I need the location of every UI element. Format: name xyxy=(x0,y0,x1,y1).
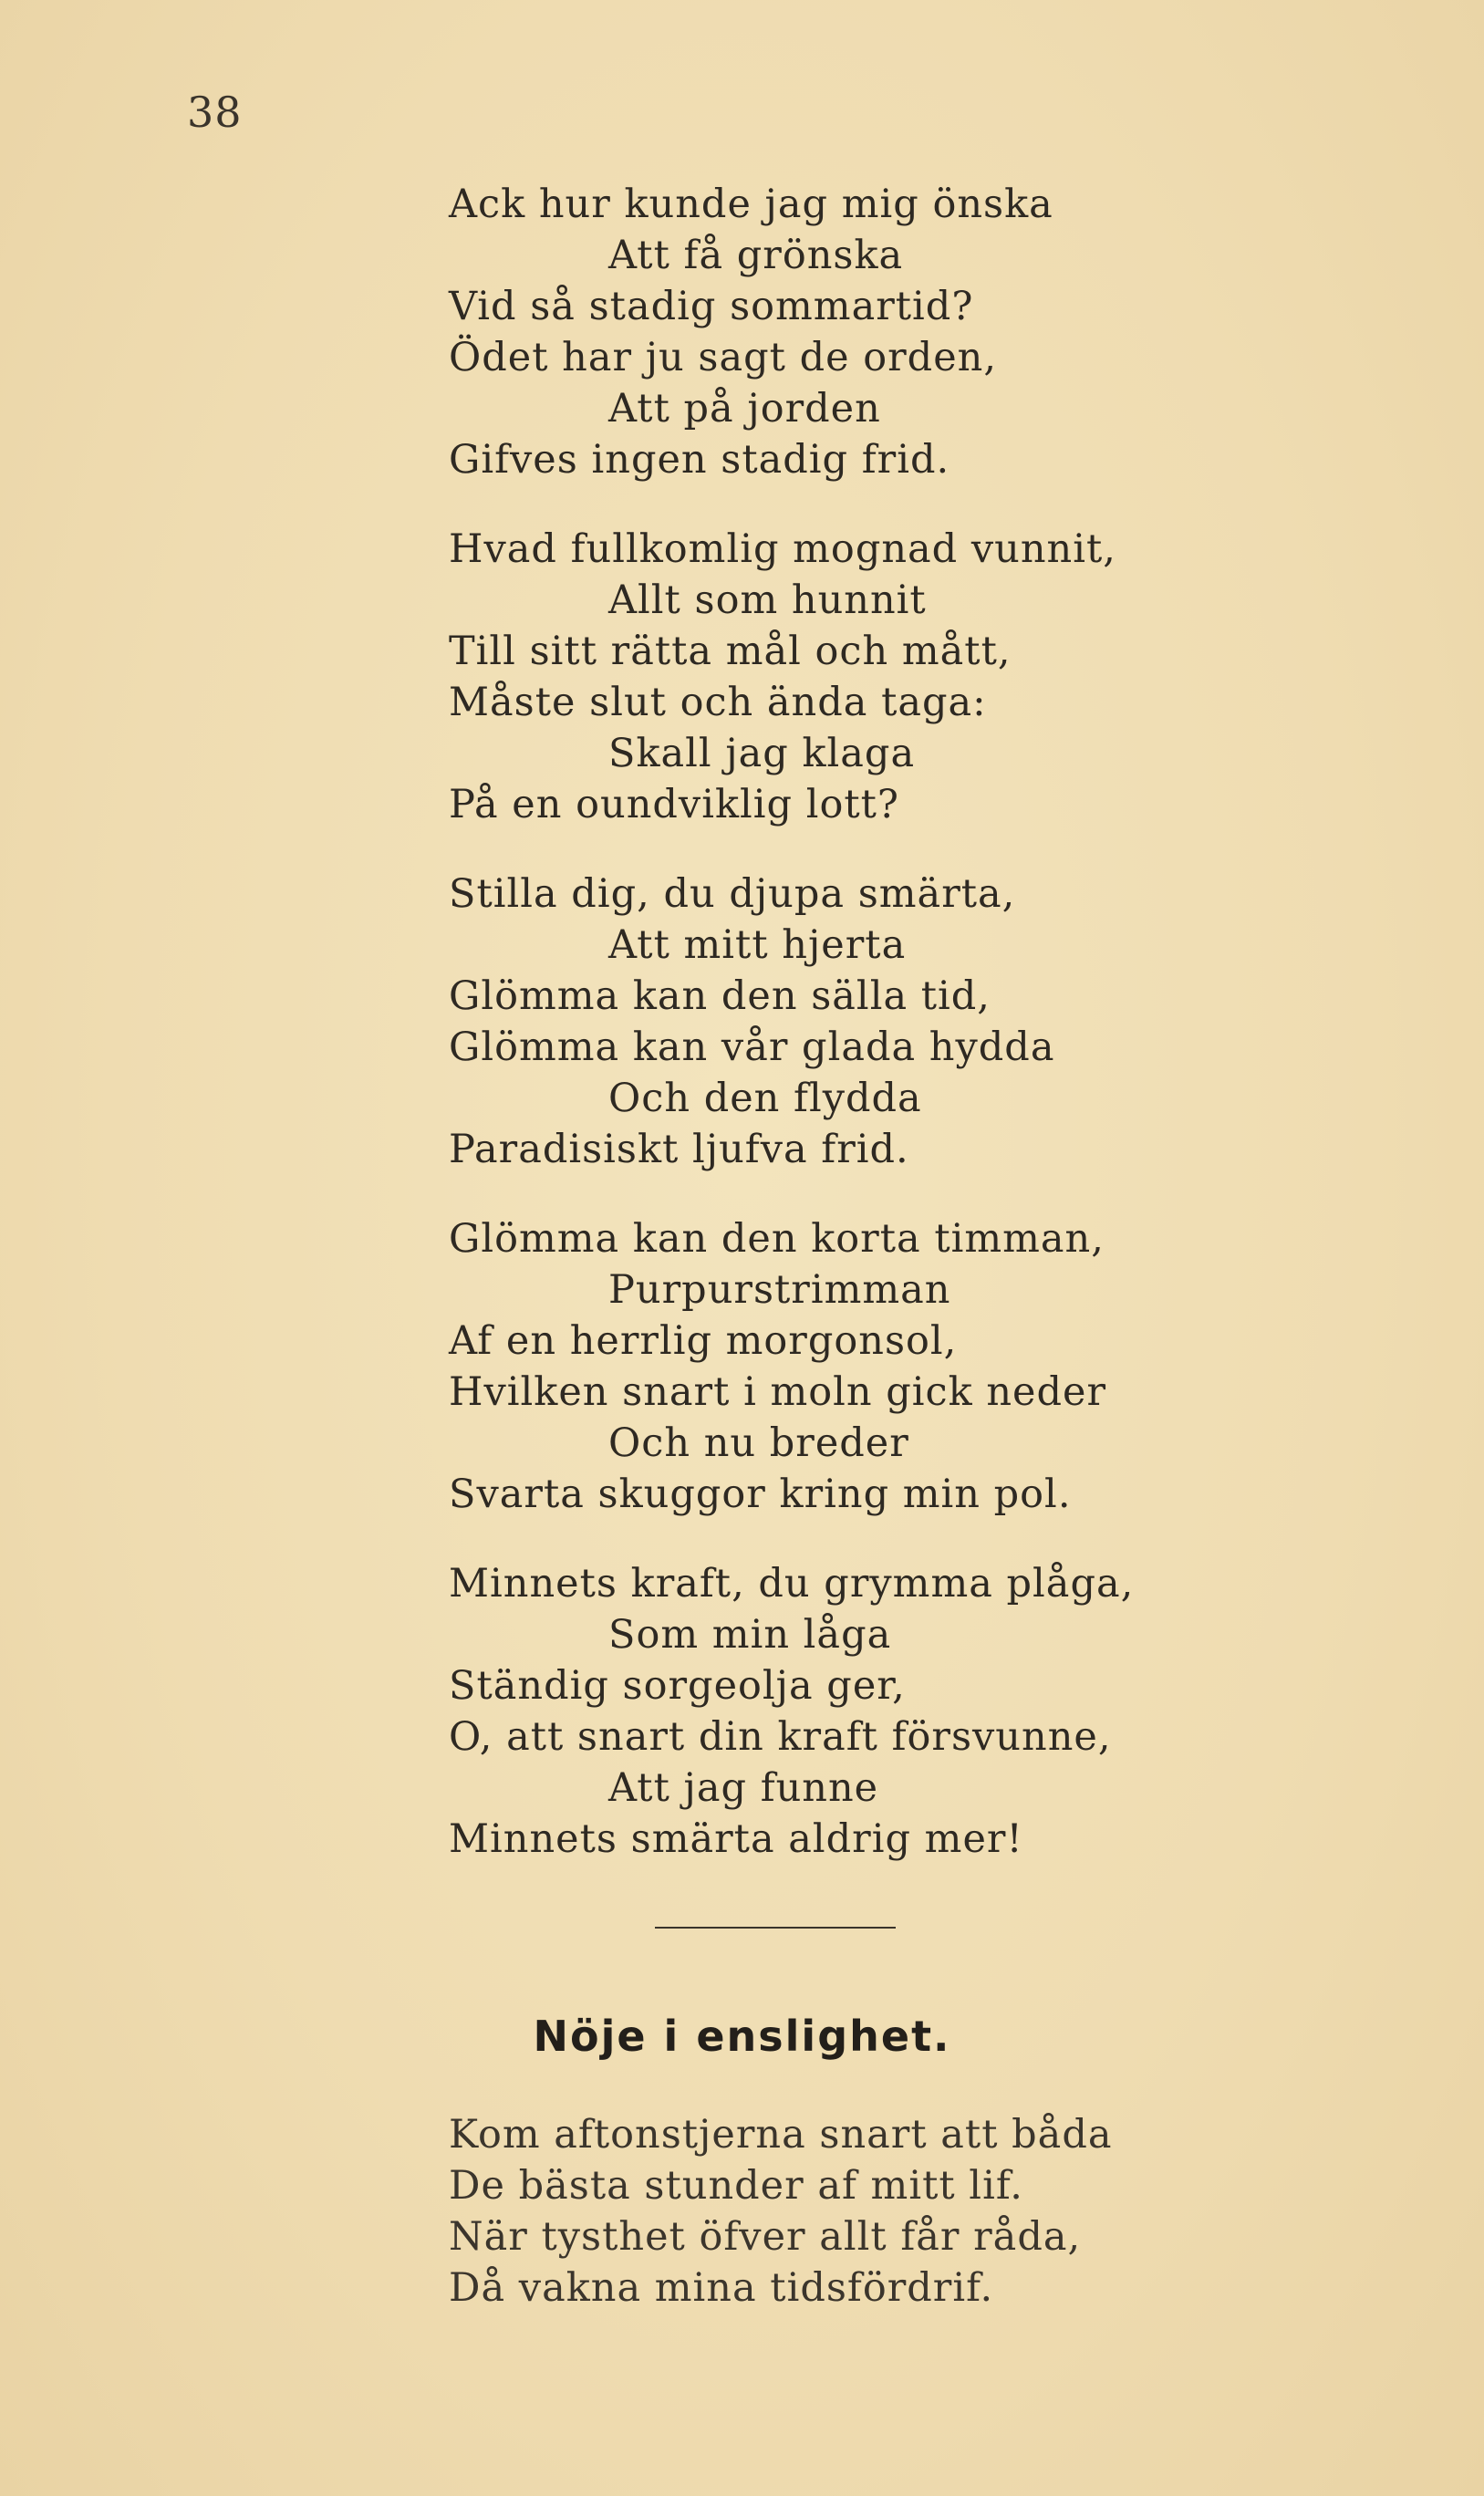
verse-line: Ödet har ju sagt de orden, xyxy=(449,335,998,380)
verse-line: Och nu breder xyxy=(608,1420,909,1466)
verse-line: Ack hur kunde jag mig önska xyxy=(449,182,1053,227)
verse-line: Att få grönska xyxy=(608,233,904,278)
verse-line: Svarta skuggor kring min pol. xyxy=(449,1472,1072,1517)
stanza-2 xyxy=(449,524,1397,830)
verse-line: Måste slut och ända taga: xyxy=(449,680,987,725)
verse-line: Af en herrlig morgonsol, xyxy=(449,1318,958,1364)
verse-line: Minnets kraft, du grymma plåga, xyxy=(449,1561,1135,1607)
stanza-5 xyxy=(449,1558,1397,1865)
verse-line: Gifves ingen stadig frid. xyxy=(449,437,950,483)
verse-line: Allt som hunnit xyxy=(608,577,927,623)
verse-line: O, att snart din kraft försvunne, xyxy=(449,1714,1112,1760)
verse-line: Glömma kan den korta timman, xyxy=(449,1216,1105,1262)
verse-line: Att mitt hjerta xyxy=(608,922,907,968)
poem xyxy=(449,179,1397,1903)
verse-line: De bästa stunder af mitt lif. xyxy=(449,2163,1023,2209)
verse-line: Glömma kan den sälla tid, xyxy=(449,973,991,1019)
verse-line: Skall jag klaga xyxy=(608,731,916,776)
verse-line: Paradisiskt ljufva frid. xyxy=(449,1127,909,1172)
verse-line: När tysthet öfver allt får råda, xyxy=(449,2214,1082,2260)
verse-line: Vid så stadig sommartid? xyxy=(449,284,974,329)
verse-line: Att på jorden xyxy=(608,386,881,432)
stanza-4 xyxy=(449,1213,1397,1520)
verse-line: Hvilken snart i moln gick neder xyxy=(449,1369,1107,1415)
verse-line: Som min låga xyxy=(608,1612,892,1658)
verse-line: På en oundviklig lott? xyxy=(449,782,899,827)
second-poem xyxy=(449,2109,1397,2314)
verse-line: Stilla dig, du djupa smärta, xyxy=(449,871,1016,917)
verse-line: Ständig sorgeolja ger, xyxy=(449,1663,906,1709)
poem-title: Nöje i enslighet. xyxy=(533,2012,951,2061)
stanza-3 xyxy=(449,868,1397,1175)
verse-line: Kom aftonstjerna snart att båda xyxy=(449,2112,1113,2158)
verse-line: Till sitt rätta mål och mått, xyxy=(449,629,1012,674)
verse-line: Och den flydda xyxy=(608,1076,922,1121)
page-number: 38 xyxy=(187,88,243,137)
verse-line: Minnets smärta aldrig mer! xyxy=(449,1816,1023,1862)
verse-line: Glömma kan vår glada hydda xyxy=(449,1024,1055,1070)
verse-line: Purpurstrimman xyxy=(608,1267,951,1313)
verse-line: Då vakna mina tidsfördrif. xyxy=(449,2265,994,2311)
stanza-1 xyxy=(449,179,1397,485)
verse-line: Hvad fullkomlig mognad vunnit, xyxy=(449,526,1116,572)
verse-line: Att jag funne xyxy=(608,1765,879,1811)
section-divider xyxy=(655,1927,896,1929)
